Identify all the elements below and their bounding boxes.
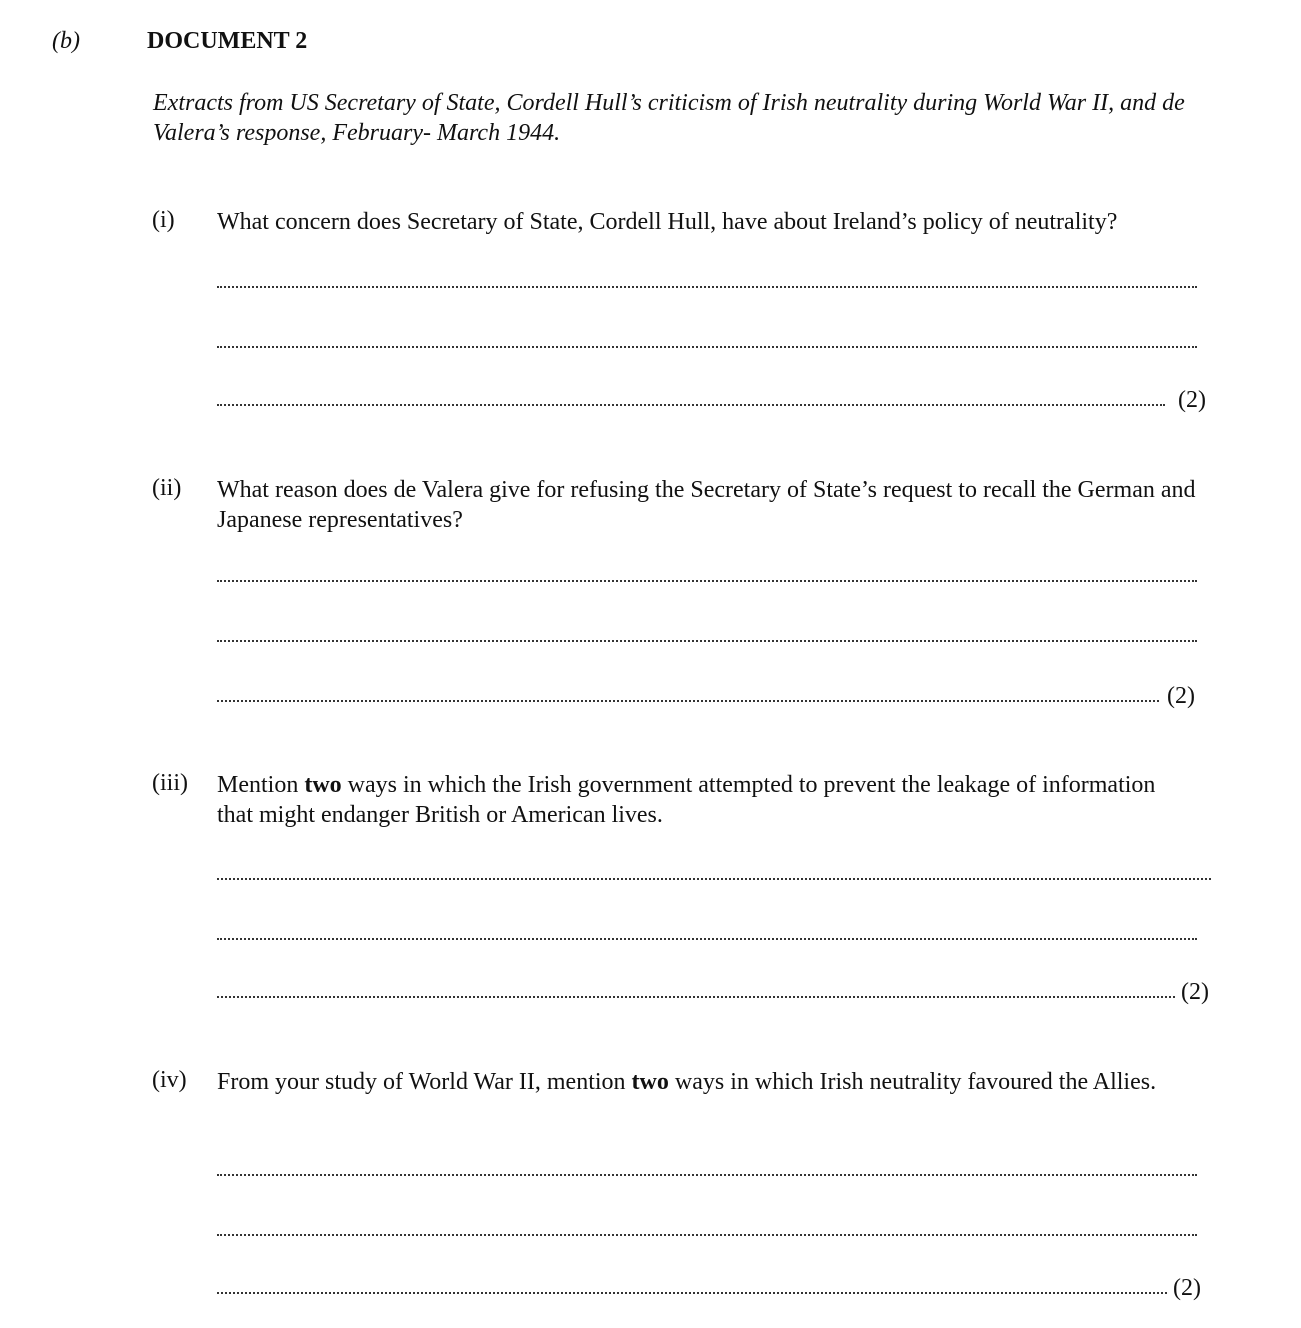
- answer-line-2[interactable]: [217, 640, 1197, 642]
- marks-label: (2): [1178, 387, 1206, 413]
- question-text: [217, 770, 1197, 830]
- marks-label: (2): [1173, 1275, 1201, 1301]
- question-number: (ii): [152, 475, 182, 501]
- answer-line-3[interactable]: [217, 996, 1175, 998]
- marks-label: (2): [1167, 683, 1195, 709]
- answer-line-1[interactable]: [217, 286, 1197, 288]
- answer-line-2[interactable]: [217, 1234, 1197, 1236]
- question-text-part: ways in which Irish neutrality favoured the Allies.: [668, 1069, 1157, 1095]
- answer-line-3[interactable]: [217, 700, 1159, 702]
- question-number: (iii): [152, 770, 188, 796]
- answer-line-3[interactable]: [217, 404, 1165, 406]
- question-text: [217, 1067, 1197, 1097]
- answer-line-1[interactable]: [217, 1174, 1197, 1176]
- question-text: What reason does de Valera give for refusing the Secretary of State’s request to recall the German and Japanese representatives?: [217, 477, 1196, 533]
- emphasis-word: two: [304, 772, 342, 798]
- question-text-part: Mention: [217, 772, 305, 798]
- answer-line-2[interactable]: [217, 346, 1197, 348]
- question-number: (iv): [152, 1067, 187, 1093]
- answer-line-1[interactable]: [217, 580, 1197, 582]
- question-text-part: ways in which the Irish government attempted to prevent the leakage of information that might endanger British or American lives.: [217, 772, 1156, 828]
- answer-line-1[interactable]: [217, 878, 1211, 880]
- question-number: (i): [152, 207, 175, 233]
- question-text: What concern does Secretary of State, Cordell Hull, have about Ireland’s policy of neutrality?: [217, 209, 1118, 235]
- question-text-part: From your study of World War II, mention: [217, 1069, 632, 1095]
- emphasis-word: two: [631, 1069, 669, 1095]
- document-title: DOCUMENT 2: [147, 28, 308, 54]
- answer-line-3[interactable]: [217, 1292, 1167, 1294]
- marks-label: (2): [1181, 979, 1209, 1005]
- answer-line-2[interactable]: [217, 938, 1197, 940]
- document-intro: Extracts from US Secretary of State, Cordell Hull’s criticism of Irish neutrality during World War II, and de Valera’s response, February- March 1944.: [153, 90, 1185, 146]
- part-label: (b): [52, 28, 80, 54]
